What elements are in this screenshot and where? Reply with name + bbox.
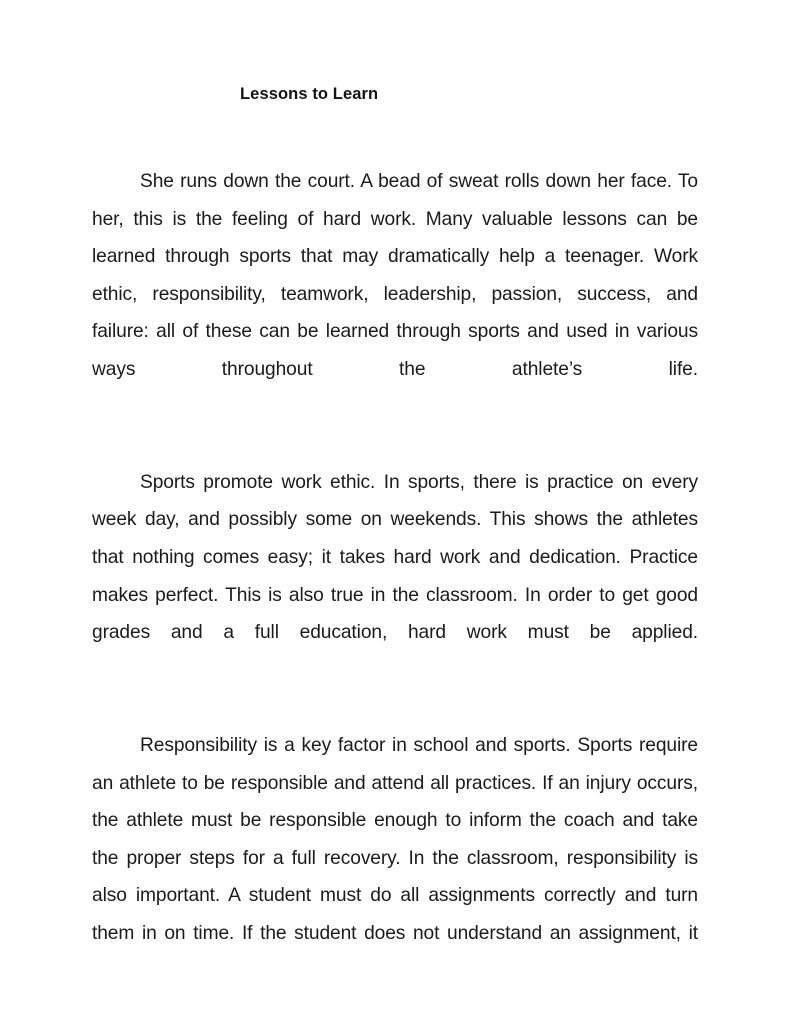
paragraph-3: Responsibility is a key factor in school and sports. Sports require an athlete to be responsible and attend all practices. If an injury occurs, the athlete must be responsible enough to inform the coach and take the proper steps for a full recovery. In the classroom, responsibility is also important. A student must do all assignments correctly and turn them in on time. If the student does not understand an assignment, it (92, 734, 698, 944)
paragraph-2: Sports promote work ethic. In sports, there is practice on every week day, and possibly some on weekends. This shows the athletes that nothing comes easy; it takes hard work and dedication. Practice makes perfect. This is also true in the classroom. In order to get good grades and a full education, hard work must be applied. (92, 471, 698, 644)
document-text-column (92, 84, 698, 990)
page-title: Lessons to Learn (240, 85, 379, 103)
paragraph-1: She runs down the court. A bead of sweat rolls down her face. To her, this is the feeling of hard work. Many valuable lessons can be learned through sports that may dramatically help a teenager. Work ethic, responsibility, teamwork, leadership, passion, success, and failure: all of these can be learned through sports and used in various ways throughout the athlete’s life. (92, 171, 698, 380)
